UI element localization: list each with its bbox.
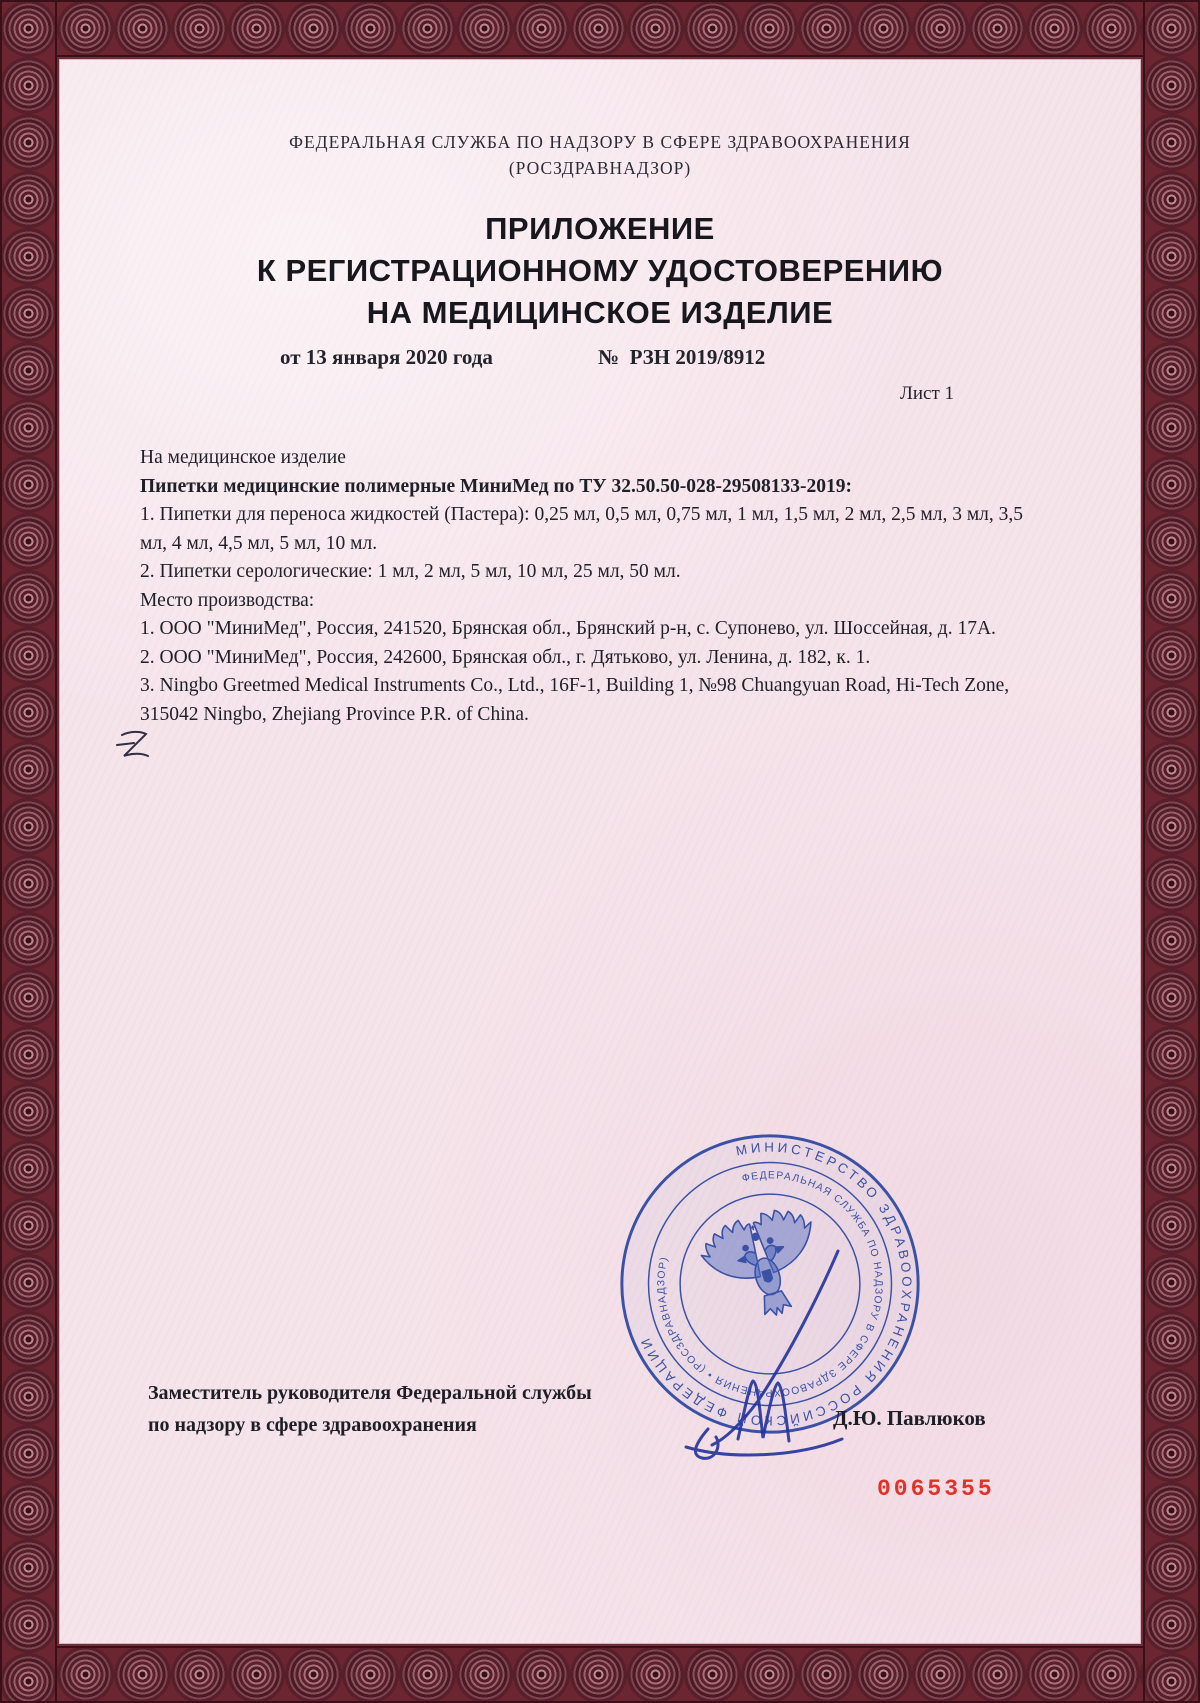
guilloche-border-bottom xyxy=(0,1646,1200,1703)
signer-position-line2: по надзору в сфере здравоохранения xyxy=(148,1414,477,1436)
agency-name: ФЕДЕРАЛЬНАЯ СЛУЖБА ПО НАДЗОРУ В СФЕРЕ ЗДРАВООХРАНЕНИЯ xyxy=(289,132,911,152)
production-sites-label: Место производства: xyxy=(140,589,315,611)
document-title-line3: НА МЕДИЦИНСКОЕ ИЗДЕЛИЕ xyxy=(366,295,834,330)
registration-number: № РЗН 2019/8912 xyxy=(598,345,766,369)
agency-short-name: (РОСЗДРАВНАДЗОР) xyxy=(508,158,692,178)
product-item-2: 2. Пипетки серологические: 1 мл, 2 мл, 5 мл, 10 мл, 25 мл, 50 мл. xyxy=(140,561,681,582)
document-title-line1: ПРИЛОЖЕНИЕ xyxy=(485,211,715,246)
stamp-ring-text-outer: МИНИСТЕРСТВО ЗДРАВООХРАНЕНИЯ РОССИЙСКОЙ ФЕДЕРАЦИИ xyxy=(636,1139,915,1429)
handwritten-mark xyxy=(112,727,156,767)
body-text xyxy=(140,444,1042,729)
product-name: Пипетки медицинские полимерные МиниМед по ТУ 32.50.50-028-29508133-2019: xyxy=(140,475,852,497)
body-intro: На медицинское изделие xyxy=(140,447,346,468)
stamp-ring-text-inner: ФЕДЕРАЛЬНАЯ СЛУЖБА ПО НАДЗОРУ В СФЕРЕ ЗДРАВООХРАНЕНИЯ • (РОСЗДРАВНАДЗОР) xyxy=(656,1170,884,1398)
product-item-1: 1. Пипетки для переноса жидкостей (Пастера): 0,25 мл, 0,5 мл, 0,75 мл, 1 мл, 1,5 мл, 2 мл, 2,5 мл, 3 мл, 3,5 мл, 4 мл, 4,5 мл, 5 мл, 10 мл. xyxy=(140,504,1024,554)
guilloche-border-top xyxy=(0,0,1200,57)
document-title-line2: К РЕГИСТРАЦИОННОМУ УДОСТОВЕРЕНИЮ xyxy=(256,253,944,288)
production-site-1: 1. ООО "МиниМед", Россия, 241520, Брянская обл., Брянский р-н, с. Супонево, ул. Шоссейная, д. 17А. xyxy=(140,618,996,639)
guilloche-border-left xyxy=(0,0,57,1703)
signer-position-line1: Заместитель руководителя Федеральной службы xyxy=(148,1382,592,1404)
form-serial-number: 0065355 xyxy=(877,1476,995,1502)
sheet-number: Лист 1 xyxy=(900,383,955,404)
issue-date: от 13 января 2020 года xyxy=(280,345,493,369)
production-site-2: 2. ООО "МиниМед", Россия, 242600, Брянская обл., г. Дятьково, ул. Ленина, д. 182, к. 1. xyxy=(140,646,871,668)
signature-ink xyxy=(590,1233,890,1475)
production-site-3: 3. Ningbo Greetmed Medical Instruments Co., Ltd., 16F-1, Building 1, №98 Chuangyuan Road, Hi-Tech Zone, 315042 Ningbo, Zhejiang Province P.R. of China. xyxy=(140,675,1010,725)
signer-name: Д.Ю. Павлюков xyxy=(833,1406,986,1430)
guilloche-border-right xyxy=(1143,0,1200,1703)
